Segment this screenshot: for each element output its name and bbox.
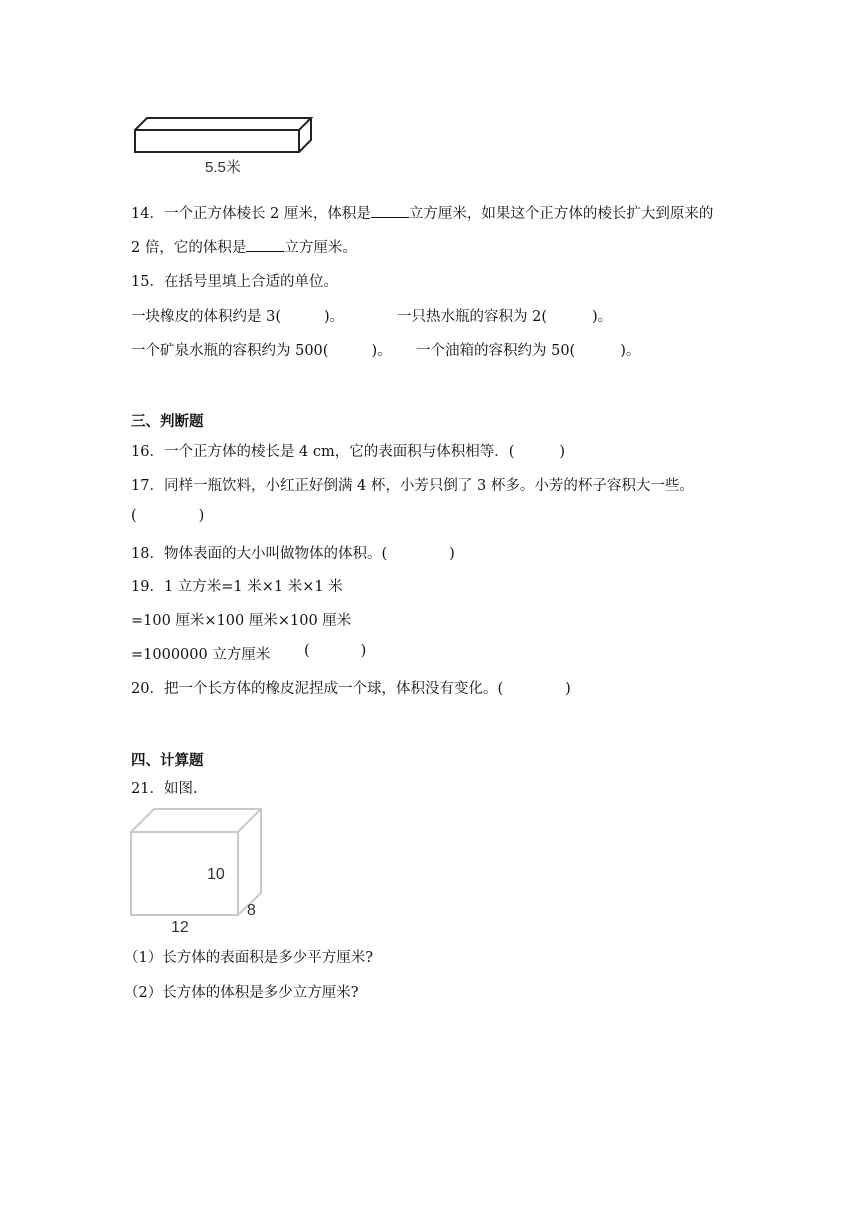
- cuboid-width-label: 8: [247, 902, 256, 919]
- q18-end: ): [449, 546, 455, 562]
- q18-text: 18．物体表面的大小叫做物体的体积。(: [131, 546, 388, 562]
- cuboid-length-label: 12: [171, 919, 189, 936]
- q15-a-end: )。: [324, 309, 345, 325]
- q20-text: 20．把一个长方体的橡皮泥捏成一个球，体积没有变化。(: [131, 681, 504, 697]
- q16-end: ): [559, 444, 566, 460]
- section4-heading: 四、计算题: [131, 753, 204, 769]
- q14-blank-2[interactable]: [246, 237, 284, 252]
- q15-item-d: [416, 339, 640, 360]
- q14-blank-1[interactable]: [371, 203, 409, 218]
- q15-c-end: )。: [371, 343, 392, 359]
- q15-item-c: [131, 339, 392, 360]
- q15-a-text: 一块橡皮的体积约是 3(: [131, 309, 281, 325]
- q21-sub2: （2）长方体的体积是多少立方厘米?: [124, 985, 359, 1001]
- q17-paren-open: (: [131, 508, 137, 524]
- q19-line3: [131, 643, 270, 664]
- q14-line2: [131, 236, 357, 257]
- q19-line1: 19．1 立方米=1 米×1 米×1 米: [131, 579, 343, 595]
- q17-text: 17．同样一瓶饮料，小红正好倒满 4 杯，小芳只倒了 3 杯多。小芳的杯子容积大一些。: [131, 478, 694, 494]
- q14-text-b: 立方厘米，如果这个正方体的棱长扩大到原来的: [408, 206, 714, 222]
- q18: [131, 542, 455, 563]
- q17-answer: [131, 508, 204, 524]
- q14-text-d: 立方厘米。: [284, 240, 357, 256]
- q19-answer: [304, 643, 366, 659]
- q16: [131, 440, 565, 461]
- q15-d-text: 一个油箱的容积约为 50(: [416, 343, 576, 359]
- q19-paren-open: (: [304, 643, 310, 659]
- q14-text-a: 14．一个正方体棱长 2 厘米，体积是: [131, 206, 371, 222]
- q14-line1: [131, 202, 713, 223]
- q15-item-b: [397, 305, 612, 326]
- cuboid-height-label: 10: [207, 866, 225, 883]
- prism-figure: [130, 112, 320, 182]
- q16-text: 16．一个正方体的棱长是 4 cm，它的表面积与体积相等．(: [131, 444, 515, 460]
- q15-d-end: )。: [620, 343, 641, 359]
- q15-b-end: )。: [592, 309, 613, 325]
- q15-prompt: 15．在括号里填上合适的单位。: [131, 274, 338, 290]
- q21-sub1: （1）长方体的表面积是多少平方厘米?: [124, 950, 373, 966]
- q17-paren-close: ): [198, 508, 205, 524]
- q20: [131, 677, 571, 698]
- prism-length-label: 5.5米: [205, 159, 241, 176]
- q14-text-c: 2 倍，它的体积是: [131, 240, 247, 256]
- q20-end: ): [565, 681, 571, 697]
- q15-c-text: 一个矿泉水瓶的容积约为 500(: [131, 343, 329, 359]
- q15-b-text: 一只热水瓶的容积为 2(: [397, 309, 547, 325]
- q21-prompt: 21．如图.: [131, 781, 198, 797]
- q19-line2: =100 厘米×100 厘米×100 厘米: [131, 613, 352, 629]
- q19-line3-text: =1000000 立方厘米: [131, 647, 271, 663]
- q15-item-a: [131, 305, 344, 326]
- cuboid-figure: [128, 805, 268, 937]
- section3-heading: 三、判断题: [131, 414, 204, 430]
- q19-paren-close: ): [360, 643, 367, 659]
